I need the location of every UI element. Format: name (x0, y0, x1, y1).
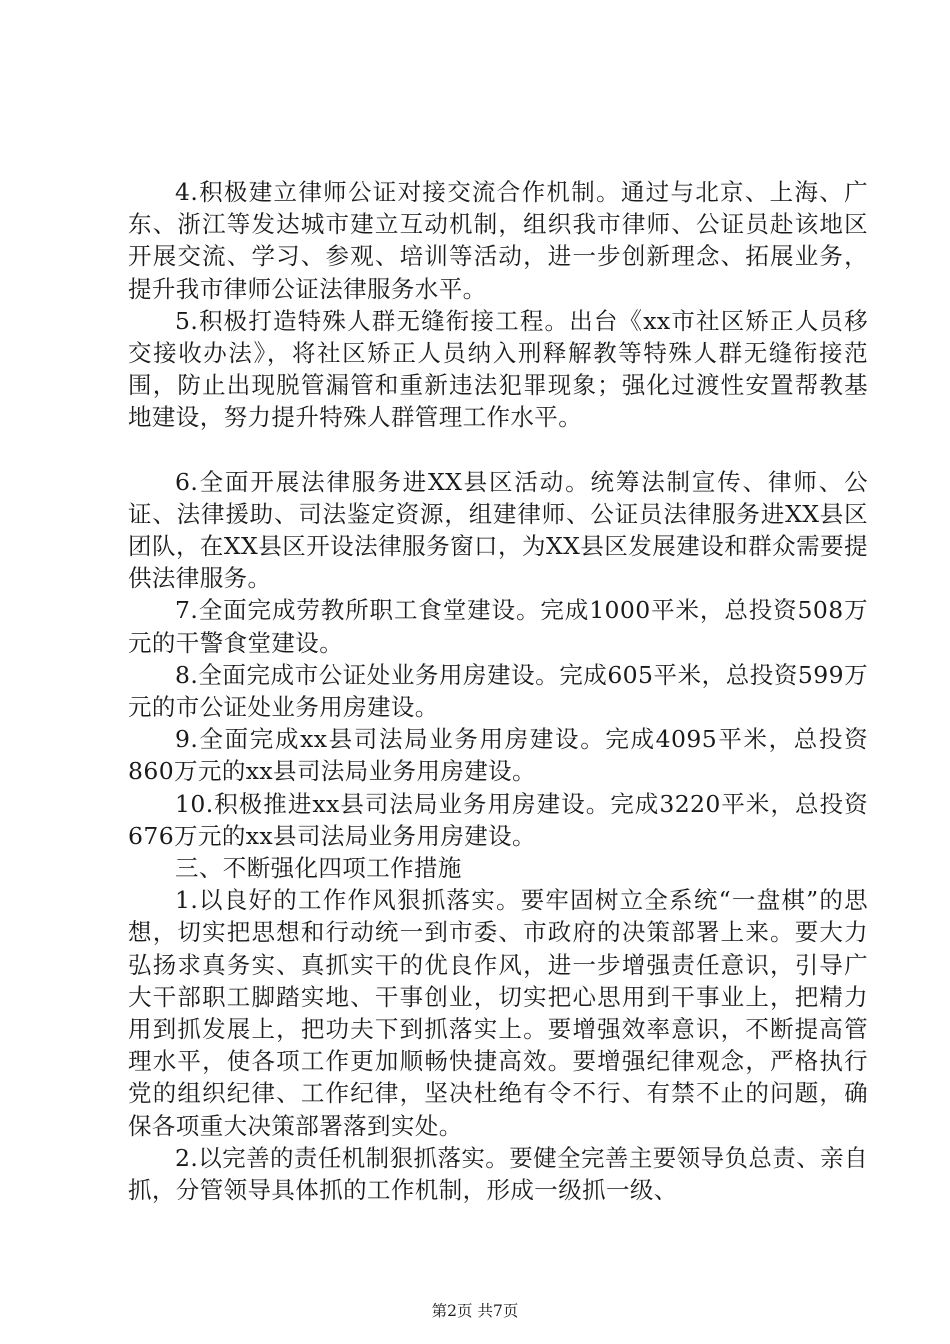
paragraph-item-7: 7.全面完成劳教所职工食堂建设。完成1000平米，总投资508万元的干警食堂建设。 (128, 596, 868, 657)
paragraph-item-4: 4.积极建立律师公证对接交流合作机制。通过与北京、上海、广东、浙江等发达城市建立互动机制，组织我市律师、公证员赴该地区开展交流、学习、参观、培训等活动，进一步创新理念、拓展业务，提升我市律师公证法律服务水平。 (128, 178, 868, 303)
page-number-footer: 第2页 共7页 (431, 1302, 519, 1320)
paragraph-item-9: 9.全面完成xx县司法局业务用房建设。完成4095平米，总投资860万元的xx县司法局业务用房建设。 (128, 725, 868, 786)
section-heading: 三、不断强化四项工作措施 (175, 854, 462, 883)
measure-item-1: 1.以良好的工作作风狠抓落实。要牢固树立全系统“一盘棋”的思想，切实把思想和行动统一到市委、市政府的决策部署上来。要大力弘扬求真务实、真抓实干的优良作风，进一步增强责任意识，引导广大干部职工脚踏实地、干事创业，切实把心思用到干事业上，把精力用到抓发展上，把功夫下到抓落实上。要增强效率意识，不断提高管理水平，使各项工作更加顺畅快捷高效。要增强纪律观念，严格执行党的组织纪律、工作纪律，坚决杜绝有令不行、有禁不止的问题，确保各项重大决策部署落到实处。 (128, 886, 868, 1140)
paragraph-item-10: 10.积极推进xx县司法局业务用房建设。完成3220平米，总投资676万元的xx县司法局业务用房建设。 (128, 789, 868, 850)
paragraph-item-6: 6.全面开展法律服务进XX县区活动。统筹法制宣传、律师、公证、法律援助、司法鉴定资源，组建律师、公证员法律服务进XX县区团队，在XX县区开设法律服务窗口，为XX县区发展建设和群众需要提供法律服务。 (128, 467, 868, 593)
paragraph-item-5: 5.积极打造特殊人群无缝衔接工程。出台《xx市社区矫正人员移交接收办法》，将社区矫正人员纳入刑释解教等特殊人群无缝衔接范围，防止出现脱管漏管和重新违法犯罪现象；强化过渡性安置帮教基地建设，努力提升特殊人群管理工作水平。 (128, 306, 868, 432)
paragraph-item-8: 8.全面完成市公证处业务用房建设。完成605平米，总投资599万元的市公证处业务用房建设。 (128, 660, 868, 722)
document-body (128, 176, 868, 1206)
measure-item-2: 2.以完善的责任机制狠抓落实。要健全完善主要领导负总责、亲自抓，分管领导具体抓的工作机制，形成一级抓一级、 (128, 1143, 868, 1205)
